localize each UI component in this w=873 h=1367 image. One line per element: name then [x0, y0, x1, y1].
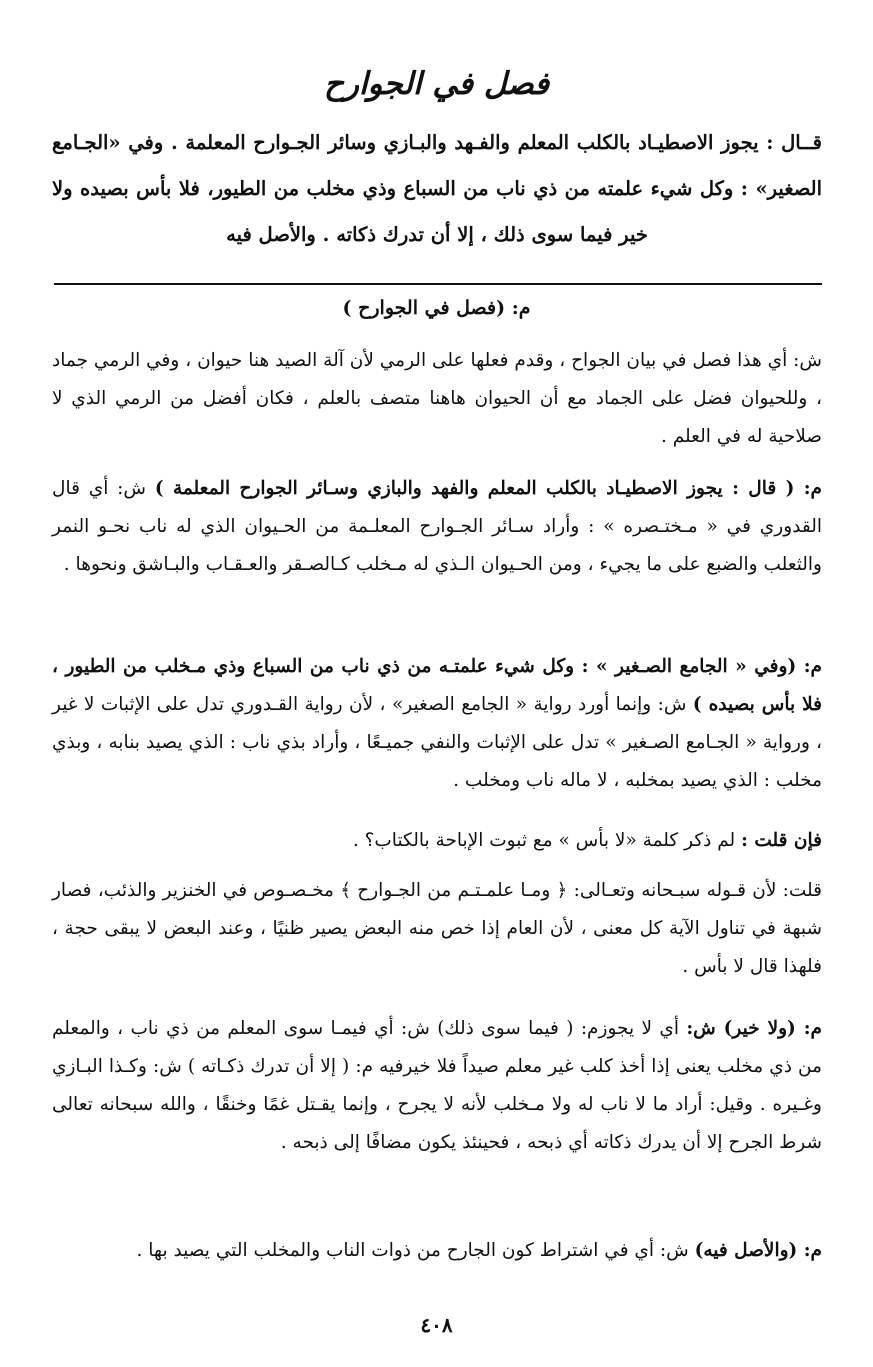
commentary-paragraph: [52, 872, 822, 986]
paragraph-text: ش: وإنما أورد رواية « الجامع الصغير» ، لأن رواية القـدوري تدل على الإثبات لا غير ، ورواية « الجـامع الصـغير » تدل على الإثبات والنفي جميـعًا ، وأراد بذي ناب : الذي يصيد بنابه ، وبذي مخلب : الذي يصيد بمخلبه ، لا ماله ناب ومخلب .: [52, 694, 822, 791]
paragraph-lead: فإن قلت :: [741, 830, 822, 851]
paragraph-lead: م: (وفي « الجامع الصـغير » : وكل شيء علمتـه من ذي ناب من السباع وذي مـخلب من الطيور ، فلا بأس بصيده ): [52, 656, 822, 715]
commentary-heading: م: (فصل في الجوارح ): [342, 297, 531, 319]
paragraph-text: أي لا يجوزم: ( فيما سوى ذلك) ش: أي فيمـا سوى المعلم من ذي ناب ، والمعلم من ذي مخلب يعنى إذا أخذ كلب غير معلم صيداً فلا خيرفيه م: ( إلا أن تدرك ذكـاته ) ش: وكـذا البـازي وغـيره . وقيل: أراد ما لا ناب له ولا مـخلب لأنه لا يجرح ، وإنما يقـتل غمًا وخنقًا ، والله سبحانه تعالى شرط الجرح إلا أن يدرك ذكاته أي ذبحه ، فحينئذ يكون مضافًا إلى ذبحه .: [52, 1018, 822, 1153]
paragraph-text: قلت: لأن قـوله سبـحانه وتعـالى: ﴿ ومـا علمـتـم من الجـوارح ﴾ مخـصـوص في الخنزير والذئب، فصار شبهة في تناول الآية كل معنى ، لأن العام إذا خص منه البعض يصير ظنيًا ، وعند البعض لا يبقى حجة ، فلهذا قال لا بأس .: [52, 880, 822, 977]
paragraph-text: ش: أي في اشتراط كون الجارح من ذوات الناب والمخلب التي يصيد بها .: [136, 1240, 695, 1261]
commentary-paragraph: [52, 822, 822, 860]
paragraph-text: لم ذكر كلمة «لا بأس » مع ثبوت الإباحة بالكتاب؟ .: [352, 830, 742, 851]
commentary-paragraph: [52, 1010, 822, 1162]
commentary-paragraph: [52, 470, 822, 584]
commentary-paragraph: [52, 1232, 822, 1270]
paragraph-text: ش: أي هذا فصل في بيان الجواح ، وقدم فعلها على الرمي لأن آلة الصيد هنا حيوان ، وفي الرمي جماد ، وللحيوان فضل على الجماد مع أن الحيوان هاهنا متصف بالعلم ، فكان أفضل من الرمي الذي لا صلاحية له في العلم .: [52, 350, 822, 447]
paragraph-lead: م: (ولا خير) ش:: [686, 1018, 823, 1039]
paragraph-text: ش: أي قال القدوري في « مـختـصره » : وأراد سـائر الجـوارح المعلـمة من الحـيوان الذي له ناب نحـو النمر والثعلب والضبع على ما يجيء ، ومن الحـيوان الـذي له مـخلب كـالصـقر والعـقـاب والبـاشق ونحوها .: [52, 478, 822, 575]
page-number: ٤٠٨: [420, 1313, 453, 1337]
commentary-paragraph: [52, 342, 822, 456]
chapter-title: فصل في الجوارح: [323, 66, 550, 102]
matn-text: قــال : يجوز الاصطيـاد بالكلب المعلم والفـهد والبـازي وسائر الجـوارح المعلمة . وفي «الجـامع الصغير» : وكل شيء علمته من ذي ناب من السباع وذي مخلب من الطيور، فلا بأس بصيده ولا خير فيما سوى ذلك ، إلا أن تدرك ذكاته . والأصل فيه: [52, 131, 822, 246]
paragraph-lead: م: (والأصل فيه): [694, 1240, 822, 1261]
paragraph-lead: م: ( قال : يجوز الاصطيـاد بالكلب المعلم والفهد والبازي وسـائر الجوارح المعلمة ): [154, 478, 822, 499]
commentary-paragraph: [52, 648, 822, 800]
section-divider: [54, 283, 822, 285]
